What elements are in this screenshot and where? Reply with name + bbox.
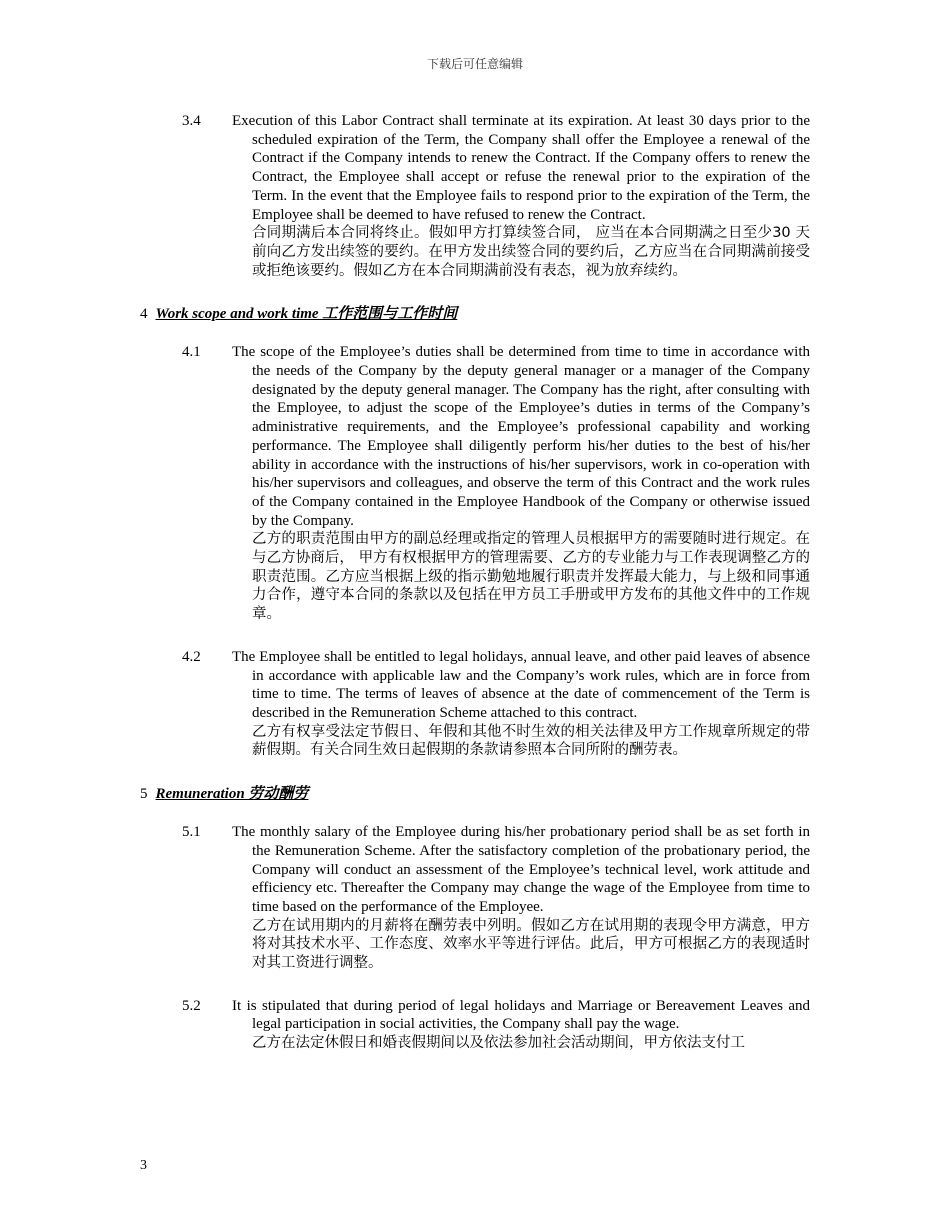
clause-number: 3.4 (182, 113, 201, 129)
clause-number: 5.2 (182, 997, 201, 1014)
clause-3-4 (182, 112, 810, 280)
clause-english-text (182, 823, 810, 917)
section-heading-4 (140, 302, 950, 323)
clause-chinese-text: 乙方的职责范围由甲方的副总经理或指定的管理人员根据甲方的需要随时进行规定。在与乙方协商后， 甲方有权根据甲方的管理需要、乙方的专业能力与工作表现调整乙方的职责范围。乙方应当根据上级的指示勤勉地履行职责并发挥最大能力，与上级和同事通力合作，遵守本合同的条款以及包括在甲方员工手册或甲方发布的其他文件中的工作规章。 (252, 531, 810, 623)
clause-number: 4.2 (182, 648, 201, 665)
section-heading-5 (140, 782, 950, 803)
clause-number: 4.1 (182, 344, 201, 361)
clause-chinese-text: 合同期满后本合同将终止。假如甲方打算续签合同， 应当在本合同期满之日至少30 天前向乙方发出续签的要约。在甲方发出续签合同的要约后，乙方应当在合同期满前接受或拒绝该要约。假如乙方在本合同期满前没有表态，视为放弃续约。 (252, 225, 810, 279)
clause-4-2 (182, 648, 810, 760)
clause-chinese-text: 乙方在试用期内的月薪将在酬劳表中列明。假如乙方在试用期的表现令甲方满意，甲方将对其技术水平、工作态度、效率水平等进行评估。此后，甲方可根据乙方的表现适时对其工资进行调整。 (252, 917, 810, 972)
page-header: 下载后可任意编辑 (426, 57, 523, 71)
section-title: Work scope and work time 工作范围与工作时间 (155, 306, 458, 323)
section-number: 5 (140, 786, 148, 803)
clause-5-2 (182, 997, 810, 1053)
clause-english-text (182, 343, 810, 530)
clause-number: 5.1 (182, 824, 201, 841)
document-body (0, 112, 950, 1053)
clause-chinese-text: 乙方有权享受法定节假日、年假和其他不时生效的相关法律及甲方工作规章所规定的带薪假期。有关合同生效日起假期的条款请参照本合同所附的酬劳表。 (252, 723, 810, 759)
section-title: Remuneration 劳动酬劳 (155, 786, 309, 803)
section-number: 4 (140, 306, 148, 323)
clause-english-body: The monthly salary of the Employee during his/her probationary period shall be as set forth in the Remuneration Scheme. After the satisfactory completion of the probationary period, the Company will conduct an assessment of the Employee’s technical level, work attitude and efficiency etc. Thereafter the Company may change the wage of the Employee from time to time based on the performance of the Employee. (232, 824, 810, 915)
clause-4-1 (182, 343, 810, 624)
page-number: 3 (140, 1158, 147, 1173)
clause-chinese-text: 乙方在法定休假日和婚丧假期间以及依法参加社会活动期间，甲方依法支付工 (252, 1035, 745, 1052)
clause-english-text (182, 997, 810, 1034)
clause-english-body: The scope of the Employee’s duties shall be determined from time to time in accordance with the needs of the Company by the deputy general manager or a manager of the Company designated by the deputy general manager. The Company has the right, after consulting with the Employee, to adjust the scope of the Employee’s duties in terms of the Company’s administrative requirements, and the Employee’s professional capability and working performance. The Employee shall diligently perform his/her duties to the best of his/her ability in accordance with the instructions of his/her supervisors, work in co-operation with his/her supervisors and colleagues, and observe the term of this Contract and the work rules of the Company contained in the Employee Handbook of the Company or otherwise issued by the Company. (232, 344, 810, 529)
clause-english-body: It is stipulated that during period of legal holidays and Marriage or Bereavement Leaves and legal participation in social activities, the Company shall pay the wage. (232, 997, 810, 1033)
clause-english-body: The Employee shall be entitled to legal holidays, annual leave, and other paid leaves of absence in accordance with applicable law and the Company’s work rules, which are in force from time to time. The terms of leaves of absence at the date of commencement of the Term is described in the Remuneration Scheme attached to this contract. (232, 648, 810, 721)
clause-english-text (182, 648, 810, 723)
clause-english-text (182, 112, 810, 224)
clause-english-body: Execution of this Labor Contract shall terminate at its expiration. At least 30 days prior to the scheduled expiration of the Term, the Company shall offer the Employee a renewal of the Contract if the Company intends to renew the Contract. If the Company offers to renew the Contract, the Employee shall accept or refuse the renewal prior to the expiration of the Term. In the event that the Employee fails to respond prior to the expiration of the Term, the Employee shall be deemed to have refused to renew the Contract. (232, 113, 810, 223)
clause-5-1 (182, 823, 810, 973)
